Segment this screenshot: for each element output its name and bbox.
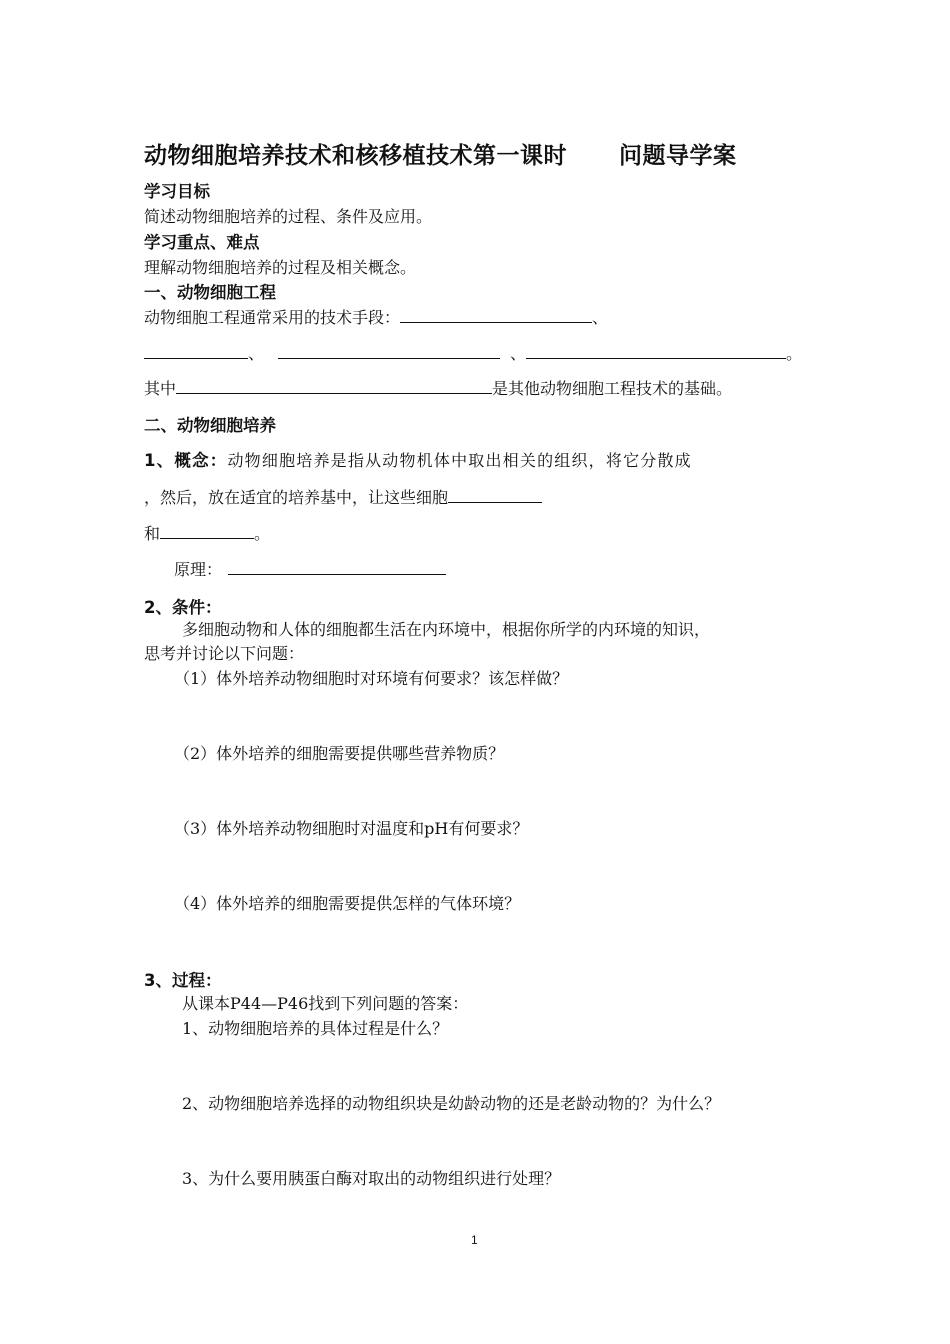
principle-line — [174, 557, 446, 580]
concept-line3 — [144, 521, 270, 544]
blank-technique-3[interactable] — [278, 342, 500, 359]
objectives-text: 简述动物细胞培养的过程、条件及应用。 — [144, 207, 433, 226]
page-number: 1 — [471, 1233, 478, 1247]
blank-foundation[interactable] — [176, 377, 492, 394]
question-1: （1）体外培养动物细胞时对环境有何要求？该怎样做？ — [174, 669, 569, 688]
comma-3: 、 — [510, 344, 527, 363]
process-question-1: 1、动物细胞培养的具体过程是什么？ — [182, 1019, 449, 1038]
conditions-intro-2: 思考并讨论以下问题： — [144, 644, 305, 663]
blank-concept-1[interactable] — [448, 486, 542, 503]
blank-technique-1[interactable] — [400, 306, 592, 323]
period-1: 。 — [786, 344, 803, 363]
process-question-2: 2、动物细胞培养选择的动物组织块是幼龄动物的还是老龄动物的？为什么？ — [182, 1094, 721, 1113]
concept-line3-suffix: 。 — [254, 524, 271, 543]
line3-prefix: 其中 — [144, 379, 177, 398]
objectives-heading: 学习目标 — [144, 182, 210, 201]
concept-line1 — [144, 447, 692, 471]
section1-line3 — [144, 376, 732, 399]
blank-technique-4[interactable] — [526, 342, 786, 359]
concept-text: 动物细胞培养是指从动物机体中取出相关的组织，将它分散成 — [227, 451, 692, 470]
question-2: （2）体外培养的细胞需要提供哪些营养物质？ — [174, 744, 505, 763]
comma-1: 、 — [592, 308, 609, 327]
blank-concept-2[interactable] — [160, 522, 254, 539]
concept-line3-prefix: 和 — [144, 524, 161, 543]
concept-line2 — [144, 485, 542, 508]
concept-line2-text: ，然后，放在适宜的培养基中，让这些细胞 — [144, 488, 449, 507]
blank-technique-2[interactable] — [144, 342, 248, 359]
keypoints-text: 理解动物细胞培养的过程及相关概念。 — [144, 258, 417, 277]
conditions-label: 2、条件： — [144, 598, 222, 617]
line3-suffix: 是其他动物细胞工程技术的基础。 — [492, 379, 733, 398]
page-title — [144, 137, 737, 170]
title-main: 动物细胞培养技术和核移植技术第一课时 — [144, 143, 567, 169]
comma-2: 、 — [248, 344, 265, 363]
section2-heading: 二、动物细胞培养 — [144, 416, 276, 435]
section1-line1-text: 动物细胞工程通常采用的技术手段： — [144, 308, 401, 327]
question-4: （4）体外培养的细胞需要提供怎样的气体环境？ — [174, 894, 521, 913]
blank-principle[interactable] — [228, 558, 446, 575]
section1-heading: 一、动物细胞工程 — [144, 283, 276, 302]
principle-label: 原理： — [174, 560, 223, 579]
section1-line1 — [144, 305, 608, 328]
question-3: （3）体外培养动物细胞时对温度和pH有何要求？ — [174, 819, 529, 838]
section1-line2 — [144, 341, 802, 364]
process-question-3: 3、为什么要用胰蛋白酶对取出的动物组织进行处理？ — [182, 1169, 561, 1188]
process-intro: 从课本P44—P46找到下列问题的答案： — [182, 994, 469, 1013]
keypoints-heading: 学习重点、难点 — [144, 233, 260, 252]
conditions-intro-1: 多细胞动物和人体的细胞都生活在内环境中，根据你所学的内环境的知识， — [182, 620, 711, 639]
concept-label: 1、概念： — [144, 451, 228, 470]
process-label: 3、过程： — [144, 971, 222, 990]
title-suffix: 问题导学案 — [619, 143, 737, 169]
